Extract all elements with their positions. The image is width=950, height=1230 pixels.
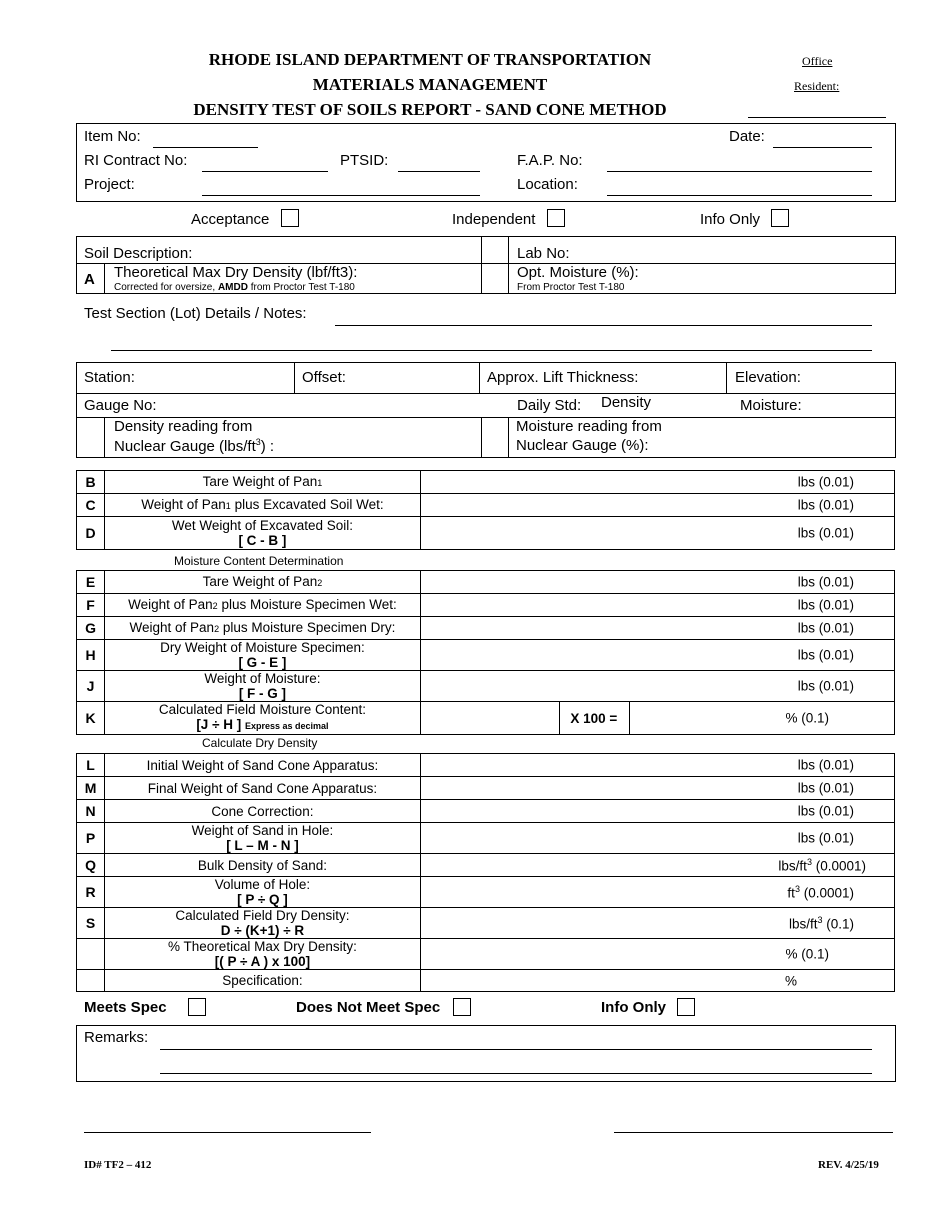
row-description: Wet Weight of Excavated Soil: [ C - B ] [105,517,421,550]
row-value-field[interactable] [420,571,894,594]
x100-label: X 100 = [559,702,630,734]
row-k-cells [420,702,894,735]
office-label: Office [802,54,833,68]
table-row [77,594,895,617]
row-description: Weight of Pan2 plus Moisture Specimen Dry: [105,617,421,640]
table-row [77,877,895,908]
station-divider-1 [76,393,896,394]
item-no-field[interactable] [153,147,258,148]
row-letter: P [77,823,105,854]
row-unit: lbs (0.01) [797,620,854,636]
table-row [77,970,895,992]
row-unit: lbs (0.01) [797,597,854,613]
soil-vline-2 [508,236,509,294]
date-field[interactable] [773,147,872,148]
row-letter [77,970,105,992]
row-letter: R [77,877,105,908]
row-unit: lbs/$ft^3$ (0.1) [788,914,854,932]
row-value-field[interactable] [420,777,894,800]
station-vline-2 [479,362,480,393]
row-unit: % (0.1) [785,710,829,726]
does-not-meet-spec-label: Does Not Meet Spec [296,999,441,1016]
row-letter: J [77,671,105,702]
moisture-section-title: Moisture Content Determination [174,554,344,568]
density-reading-label-1: Density reading from [114,418,253,435]
table-row [77,823,895,854]
ptsid-label: PTSID: [340,152,389,169]
row-letter: H [77,640,105,671]
form-id: ID# TF2 – 412 [84,1159,152,1171]
station-vline-1 [294,362,295,393]
location-field[interactable] [607,195,872,196]
station-vline-4 [104,417,105,458]
table-row [77,800,895,823]
theoretical-label: Theoretical Max Dry Density (lbf/ft3): [114,264,358,281]
row-unit: lbs (0.01) [797,574,854,590]
row-description: Final Weight of Sand Cone Apparatus: [105,777,421,800]
row-description: Calculated Field Dry Density: D ÷ (K+1) ÷ R [105,908,421,939]
row-value-field[interactable] [420,671,894,702]
row-letter: G [77,617,105,640]
result-info-only-checkbox[interactable] [677,998,695,1016]
row-value-field[interactable] [420,908,894,939]
opt-moisture-label: Opt. Moisture (%): [517,264,639,281]
row-letter: D [77,517,105,550]
location-label: Location: [517,176,578,193]
revision-date: REV. 4/25/19 [818,1159,879,1171]
row-description: Initial Weight of Sand Cone Apparatus: [105,754,421,777]
table-row [77,517,895,550]
independent-label: Independent [452,211,536,228]
row-value-field[interactable] [420,877,894,908]
row-letter: B [77,471,105,494]
soil-vline-a [104,263,105,294]
row-unit: % (0.1) [785,946,829,962]
notes-line-1[interactable] [335,325,872,326]
dry-density-section-title: Calculate Dry Density [202,736,318,750]
density-label: Density [601,394,652,411]
daily-std-label: Daily Std: [517,397,582,414]
acceptance-label: Acceptance [191,211,270,228]
offset-label: Offset: [302,369,346,386]
table-row [77,939,895,970]
remarks-label: Remarks: [84,1029,149,1046]
row-unit: lbs (0.01) [797,803,854,819]
theoretical-note: Corrected for oversize, AMDD from Proctor Test T-180 [114,282,355,293]
row-value-field[interactable] [420,517,894,550]
row-description: Specification: [105,970,421,992]
moisture-std-label: Moisture: [740,397,802,414]
density-reading-label-2: Nuclear Gauge $(lbs/ft^3)$ : [114,437,275,455]
row-value-field[interactable] [420,471,894,494]
row-letter: S [77,908,105,939]
row-unit: $ft^3$ (0.0001) [787,883,854,901]
date-label: Date: [729,128,765,145]
row-value-field[interactable] [420,939,894,970]
ri-contract-field[interactable] [202,171,328,172]
lift-thickness-label: Approx. Lift Thickness: [487,369,639,386]
row-letter: N [77,800,105,823]
row-unit: lbs (0.01) [797,830,854,846]
row-value-field[interactable] [420,494,894,517]
row-unit: lbs (0.01) [797,647,854,663]
table-row [77,617,895,640]
row-a-letter: A [84,271,95,288]
opt-moisture-note: From Proctor Test T-180 [517,282,625,293]
header-title-line2: MATERIALS MANAGEMENT [312,75,548,94]
row-value-field[interactable] [420,800,894,823]
does-not-meet-spec-checkbox[interactable] [453,998,471,1016]
fap-no-label: F.A.P. No: [517,152,583,169]
lab-no-label: Lab No: [517,245,570,262]
station-vline-5 [481,417,482,458]
row-unit: lbs (0.01) [797,757,854,773]
row-description: Tare Weight of Pan1 [105,471,421,494]
station-vline-6 [508,417,509,458]
row-letter [77,939,105,970]
row-description: % Theoretical Max Dry Density: [( P ÷ A ) x 100] [105,939,421,970]
row-description: Tare Weight of Pan2 [105,571,421,594]
row-value-field[interactable] [420,594,894,617]
station-vline-3 [726,362,727,393]
row-value-field[interactable] [420,970,894,992]
signature-line-left[interactable] [84,1132,371,1133]
row-value-field[interactable] [420,640,894,671]
row-description: Weight of Pan1 plus Excavated Soil Wet: [105,494,421,517]
row-letter: F [77,594,105,617]
acceptance-checkbox[interactable] [281,209,299,227]
resident-line[interactable] [748,117,886,118]
table-row [77,640,895,671]
row-value-field[interactable] [420,754,894,777]
header-title-line1: RHODE ISLAND DEPARTMENT OF TRANSPORTATION [208,50,652,69]
signature-line-right[interactable] [614,1132,893,1133]
remarks-line-2[interactable] [160,1073,872,1074]
info-only-checkbox[interactable] [771,209,789,227]
table-row [77,471,895,494]
row-unit: lbs/$ft^3$ (0.0001) [778,856,866,874]
ri-contract-label: RI Contract No: [84,152,188,169]
row-unit: lbs (0.01) [797,497,854,513]
table-row [77,908,895,939]
row-unit: lbs (0.01) [797,780,854,796]
row-description: Volume of Hole: [ P ÷ Q ] [105,877,421,908]
row-description: Calculated Field Moisture Content: [J ÷ H ] Express as decimal [105,702,421,735]
table-row [77,754,895,777]
item-no-label: Item No: [84,128,141,145]
dry-density-table [76,753,895,992]
fap-no-field[interactable] [607,171,872,172]
table-row [77,702,895,735]
independent-checkbox[interactable] [547,209,565,227]
soil-description-label: Soil Description: [84,245,193,262]
row-value-field[interactable] [420,617,894,640]
project-label: Project: [84,176,135,193]
row-value-field[interactable] [420,823,894,854]
notes-label: Test Section (Lot) Details / Notes: [84,305,307,322]
wet-weight-table [76,470,895,550]
row-description: Weight of Pan2 plus Moisture Specimen Wet: [105,594,421,617]
table-row [77,671,895,702]
project-info-box [76,123,896,202]
table-row [77,777,895,800]
table-row [77,854,895,877]
row-letter: Q [77,854,105,877]
moisture-reading-label-2: Nuclear Gauge (%): [516,437,649,454]
row-unit: lbs (0.01) [797,525,854,541]
row-description: Weight of Sand in Hole: [ L – M - N ] [105,823,421,854]
header-title-line3: DENSITY TEST OF SOILS REPORT - SAND CONE METHOD [193,100,667,119]
table-row [77,571,895,594]
row-unit: lbs (0.01) [797,474,854,490]
row-description: Dry Weight of Moisture Specimen: [ G - E ] [105,640,421,671]
ptsid-field[interactable] [398,171,480,172]
meets-spec-label: Meets Spec [84,999,167,1016]
row-description: Bulk Density of Sand: [105,854,421,877]
table-row [77,494,895,517]
moisture-reading-label-1: Moisture reading from [516,418,662,435]
row-description: Weight of Moisture: [ F - G ] [105,671,421,702]
row-letter: L [77,754,105,777]
row-description: Cone Correction: [105,800,421,823]
gauge-no-label: Gauge No: [84,397,157,414]
elevation-label: Elevation: [735,369,801,386]
result-info-only-label: Info Only [601,999,666,1016]
row-unit: % [784,973,797,988]
remarks-line-1[interactable] [160,1049,872,1050]
station-label: Station: [84,369,135,386]
row-letter: M [77,777,105,800]
notes-line-2[interactable] [111,350,872,351]
row-letter: K [77,702,105,735]
project-field[interactable] [202,195,480,196]
row-letter: C [77,494,105,517]
resident-label: Resident: [794,79,840,93]
moisture-table [76,570,895,735]
info-only-label: Info Only [700,211,761,228]
row-unit: lbs (0.01) [797,678,854,694]
soil-vline-1 [481,236,482,294]
row-letter: E [77,571,105,594]
meets-spec-checkbox[interactable] [188,998,206,1016]
row-value-field[interactable] [420,854,894,877]
